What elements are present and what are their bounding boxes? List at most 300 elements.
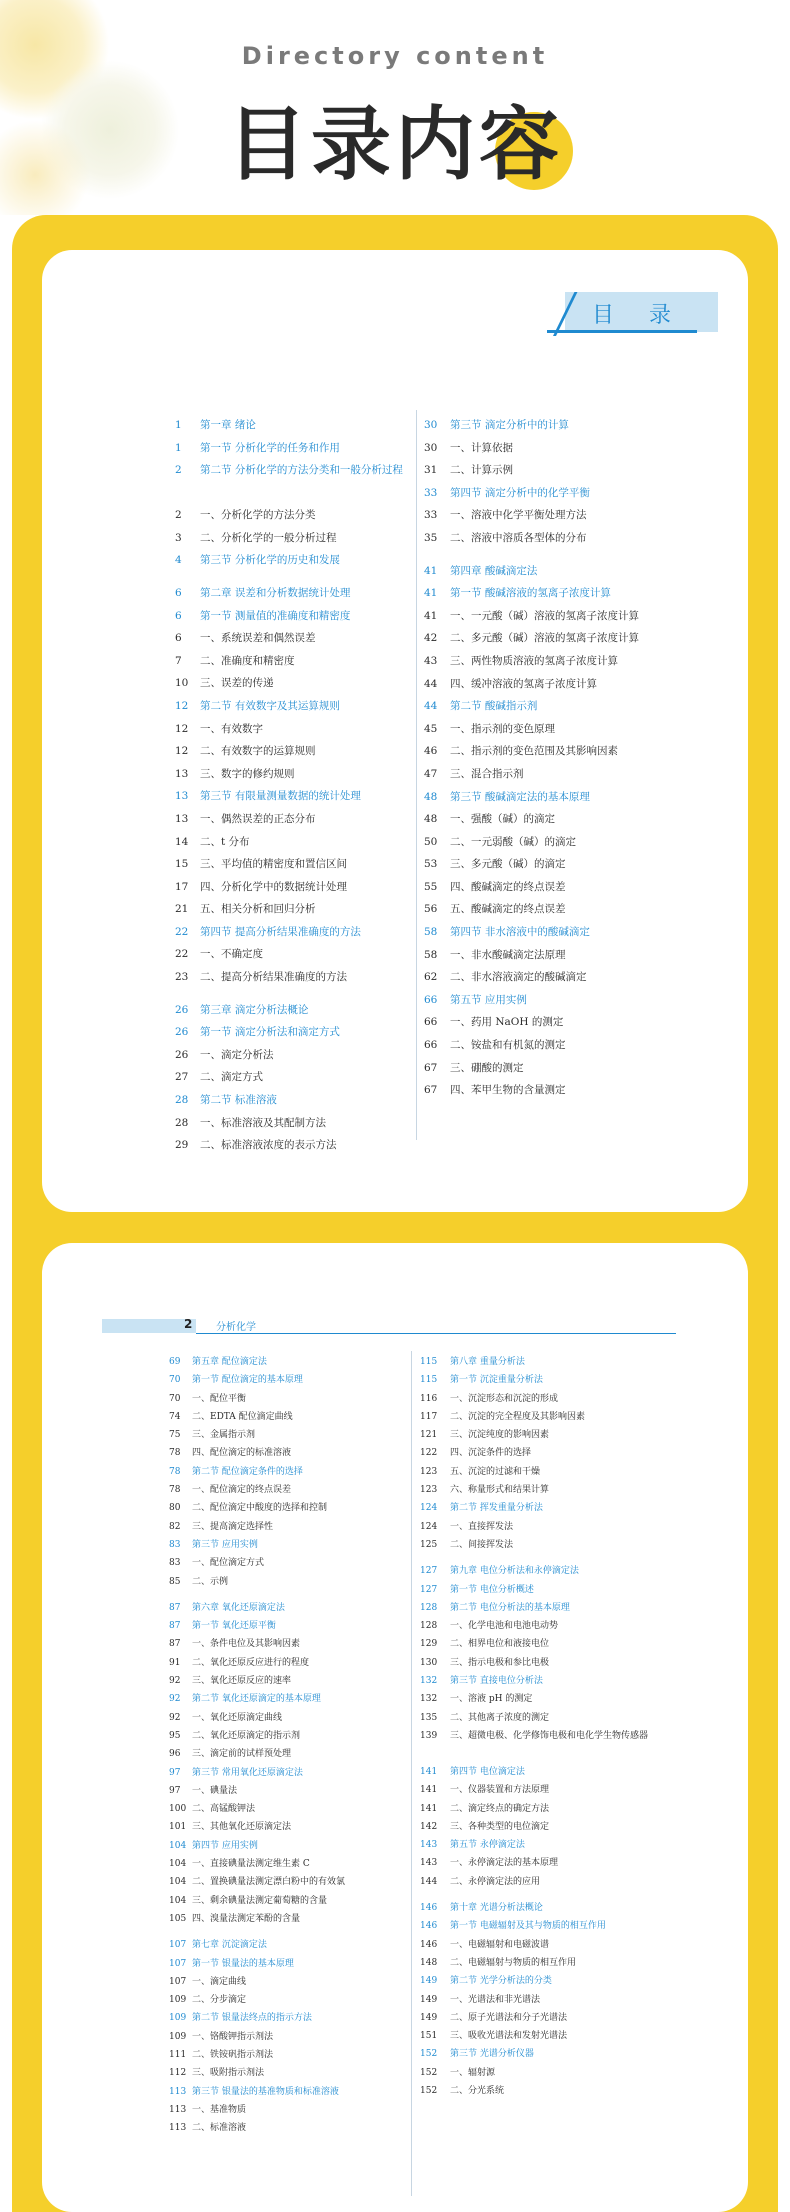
toc-entry-title: 一、偶然误差的正态分布 [200, 812, 316, 825]
toc-entry-title: 二、EDTA 配位滴定曲线 [192, 1411, 293, 1422]
toc-entry-title: 第二节 电位分析法的基本原理 [450, 1602, 570, 1613]
toc-page-number: 7 [175, 654, 182, 667]
toc-page-number: 28 [175, 1094, 189, 1107]
toc-page-number: 146 [420, 1939, 438, 1950]
toc-page-number: 130 [420, 1657, 438, 1668]
toc-entry [169, 1408, 405, 1426]
toc-entry-title: 一、光谱法和非光谱法 [450, 1994, 541, 2005]
toc-page-number: 152 [420, 2067, 438, 2078]
toc-entry [169, 1499, 405, 1517]
toc-page-number: 111 [169, 2049, 187, 2060]
toc-entry [424, 944, 694, 967]
toc-entry-title: 第二节 分析化学的方法分类和一般分析过程 [200, 464, 403, 477]
toc-page-number: 127 [420, 1566, 438, 1577]
toc-entry-title: 二、分析化学的一般分析过程 [200, 531, 337, 544]
toc-page-number: 92 [169, 1694, 181, 1705]
toc-entry-title: 四、酸碱滴定的终点误差 [450, 880, 566, 893]
toc-entry [175, 672, 410, 695]
toc-page-number: 26 [175, 1048, 189, 1061]
toc-page-number: 66 [424, 1039, 438, 1052]
toc-entry [424, 966, 694, 989]
toc-entry-title: 第二节 光学分析法的分类 [450, 1976, 552, 1987]
toc-page-number: 100 [169, 1804, 187, 1815]
toc-page-number: 148 [420, 1957, 438, 1968]
toc-entry-title: 二、氧化还原反应进行的程度 [192, 1657, 310, 1668]
toc-entry [424, 437, 694, 460]
toc-page-number: 41 [424, 564, 438, 577]
toc-entry [424, 831, 694, 854]
toc-entry-title: 一、碘量法 [192, 1785, 238, 1796]
toc-entry [169, 1727, 405, 1745]
toc-page-number: 92 [169, 1712, 181, 1723]
toc-page-number: 1 [175, 441, 182, 454]
toc-page-number: 85 [169, 1576, 181, 1587]
toc-entry-title: 二、非水溶液滴定的酸碱滴定 [450, 971, 587, 984]
toc-page-number: 113 [169, 2123, 187, 2134]
toc-entry-title: 第一节 电磁辐射及其与物质的相互作用 [450, 1921, 606, 1932]
toc-page-1 [42, 250, 748, 1212]
toc-page-number: 15 [175, 858, 189, 871]
toc-entry-title: 四、配位滴定的标准溶液 [192, 1448, 292, 1459]
toc-entry [169, 1873, 405, 1891]
toc-page-number: 152 [420, 2085, 438, 2096]
toc-page-number: 17 [175, 880, 189, 893]
toc-entry-title: 三、硼酸的测定 [450, 1061, 524, 1074]
toc-page-number: 62 [424, 971, 438, 984]
toc-entry [420, 1390, 670, 1408]
toc-page-number: 83 [169, 1558, 181, 1569]
toc-entry-title: 一、直接挥发法 [450, 1521, 514, 1532]
toc-page-number: 107 [169, 1958, 187, 1969]
toc-page-number: 10 [175, 677, 189, 690]
toc-entry-title: 二、其他离子浓度的测定 [450, 1712, 550, 1723]
toc-entry [420, 1581, 670, 1599]
toc-page-number: 12 [175, 699, 189, 712]
toc-entry-title: 二、沉淀的完全程度及其影响因素 [450, 1411, 586, 1422]
toc-entry [175, 876, 410, 899]
toc-entry-title: 二、多元酸（碱）溶液的氢离子浓度计算 [450, 632, 639, 645]
toc-entry [169, 1672, 405, 1690]
toc-entry-title: 二、指示剂的变色范围及其影响因素 [450, 745, 618, 758]
toc-entry-title: 第一章 绪论 [200, 419, 256, 431]
toc-entry [424, 898, 694, 921]
toc-entry-title: 第一节 酸碱溶液的氢离子浓度计算 [450, 587, 611, 600]
toc-entry-title: 一、沉淀形态和沉淀的形成 [450, 1393, 559, 1404]
toc-entry-title: 一、药用 NaOH 的测定 [450, 1016, 564, 1029]
toc-page-number: 6 [175, 609, 182, 622]
toc-entry-title: 二、滴定终点的确定方法 [450, 1803, 550, 1814]
toc-page-number: 122 [420, 1448, 438, 1459]
toc-entry [175, 740, 410, 763]
toc-entry-title: 一、标准溶液及其配制方法 [200, 1116, 326, 1129]
toc-entry-title: 第三节 直接电位分析法 [450, 1676, 543, 1687]
toc-entry-title: 第二节 标准溶液 [200, 1094, 277, 1107]
toc-entry-title: 一、配位滴定方式 [192, 1558, 265, 1569]
toc-page-number: 43 [424, 654, 438, 667]
toc-entry [175, 437, 410, 460]
toc-entry-title: 第八章 重量分析法 [450, 1357, 525, 1367]
toc-entry-title: 第一节 电位分析概述 [450, 1584, 534, 1595]
toc-entry [420, 1763, 670, 1781]
toc-entry-title: 三、误差的传递 [200, 677, 274, 690]
toc-page-number: 70 [169, 1393, 181, 1404]
toc-entry-title: 二、铁铵矾指示剂法 [192, 2049, 274, 2060]
toc-entry-title: 四、苯甲生物的含量测定 [450, 1084, 566, 1097]
toc-page-number: 132 [420, 1694, 438, 1705]
toc-page-number: 112 [169, 2068, 187, 2079]
toc-page-number: 30 [424, 419, 438, 431]
toc-entry [424, 695, 694, 718]
toc-page-number: 151 [420, 2031, 438, 2042]
toc-page-number: 141 [420, 1766, 438, 1777]
toc-entry [420, 1371, 670, 1389]
toc-entry-title: 第三节 银量法的基准物质和标准溶液 [192, 2086, 339, 2097]
toc-page-number: 121 [420, 1430, 438, 1441]
toc-entry-title: 四、溴量法测定苯酚的含量 [192, 1913, 301, 1924]
toc-page-number: 141 [420, 1803, 438, 1814]
toc-page-number: 144 [420, 1876, 438, 1887]
toc-page-number: 4 [175, 554, 182, 567]
toc-entry-title: 二、一元弱酸（碱）的滴定 [450, 835, 576, 848]
toc-page-number: 128 [420, 1621, 438, 1632]
toc-entry [420, 1836, 670, 1854]
toc-entry-title: 一、仪器装置和方法原理 [450, 1785, 550, 1796]
toc-page-number: 21 [175, 903, 189, 916]
toc-entry-title: 三、两性物质溶液的氢离子浓度计算 [450, 654, 618, 667]
toc-page-number: 123 [420, 1485, 438, 1496]
toc-entry-title: 三、金属指示剂 [192, 1430, 256, 1441]
toc-entry [420, 2027, 670, 2045]
toc-entry [175, 582, 410, 605]
toc-entry-title: 一、滴定曲线 [192, 1976, 247, 1987]
toc-page-number: 146 [420, 1903, 438, 1914]
toc-entry-title: 第一节 分析化学的任务和作用 [200, 441, 340, 454]
toc-entry [175, 549, 410, 572]
toc-entry-title: 三、混合指示剂 [450, 767, 524, 780]
toc-entry [169, 1910, 405, 1928]
toc-entry-title: 第五节 应用实例 [450, 993, 527, 1006]
toc-entry [424, 1011, 694, 1034]
toc-entry [420, 1972, 670, 1990]
toc-entry-title: 第四章 酸碱滴定法 [450, 564, 538, 577]
toc-entry-title: 二、示例 [192, 1576, 229, 1587]
toc-page-number: 29 [175, 1139, 189, 1152]
toc-page-number: 6 [175, 586, 182, 599]
toc-entry-title: 五、酸碱滴定的终点误差 [450, 903, 566, 916]
toc-entry-title: 二、t 分布 [200, 835, 250, 848]
toc-entry-title: 第九章 电位分析法和永停滴定法 [450, 1566, 579, 1577]
toc-entry [175, 1112, 410, 1135]
toc-entry-title: 一、条件电位及其影响因素 [192, 1639, 301, 1650]
toc-page-number: 128 [420, 1602, 438, 1613]
toc-page-number: 42 [424, 632, 438, 645]
toc-page-number: 35 [424, 531, 438, 544]
toc-entry [420, 1709, 670, 1727]
toc-entry-title: 第二节 有效数字及其运算规则 [200, 699, 340, 712]
toc-page-number: 2 [175, 509, 182, 522]
toc-entry [175, 650, 410, 673]
toc-entry [169, 1444, 405, 1462]
toc-page-number: 116 [420, 1393, 438, 1404]
toc-entry [169, 1481, 405, 1499]
toc-page-number: 143 [420, 1840, 438, 1851]
toc-entry-title: 二、永停滴定法的应用 [450, 1876, 541, 1887]
toc-page-number: 129 [420, 1639, 438, 1650]
toc-entry [175, 785, 410, 808]
toc-entry-title: 第四节 应用实例 [192, 1840, 258, 1851]
toc-entry [424, 605, 694, 628]
header-subtitle: Directory content [241, 42, 549, 70]
toc-page-number: 27 [175, 1071, 189, 1084]
toc-page-number: 31 [424, 464, 438, 477]
toc-entry-title: 二、滴定方式 [200, 1071, 263, 1084]
toc-entry [169, 1635, 405, 1653]
toc-page-number: 115 [420, 1357, 438, 1367]
toc-entry-title: 第六章 氧化还原滴定法 [192, 1602, 285, 1613]
toc-entry [420, 1499, 670, 1517]
toc-entry-title: 第二节 氧化还原滴定的基本原理 [192, 1694, 321, 1705]
toc-entry-title: 第四节 电位滴定法 [450, 1766, 525, 1777]
toc-entry [175, 718, 410, 741]
toc-entry-title: 第二章 误差和分析数据统计处理 [200, 586, 351, 599]
toc-page-number: 45 [424, 722, 438, 735]
toc-entry-title: 二、相界电位和液接电位 [450, 1639, 550, 1650]
toc-tab-label: 目 录 [592, 303, 685, 328]
toc-entry-title: 二、计算示例 [450, 464, 513, 477]
toc-page-number: 92 [169, 1676, 181, 1687]
toc-entry [169, 1426, 405, 1444]
toc-entry-title: 一、系统误差和偶然误差 [200, 632, 316, 645]
toc-entry [424, 989, 694, 1012]
toc-entry-title: 二、间接挥发法 [450, 1539, 514, 1550]
toc-tab [547, 292, 718, 332]
toc-page-number: 66 [424, 993, 438, 1006]
toc-page-number: 13 [175, 790, 189, 803]
toc-entry [169, 2119, 405, 2137]
toc-entry-title: 四、分析化学中的数据统计处理 [200, 880, 347, 893]
toc-page-number: 48 [424, 813, 438, 826]
toc-page-number: 22 [175, 925, 189, 938]
toc-entry [420, 1781, 670, 1799]
toc-entry-title: 三、多元酸（碱）的滴定 [450, 858, 566, 871]
toc-entry-title: 三、吸附指示剂法 [192, 2068, 265, 2079]
toc-page-number: 124 [420, 1503, 438, 1514]
toc-entry-title: 四、沉淀条件的选择 [450, 1448, 532, 1459]
toc-entry [420, 1444, 670, 1462]
toc-entry [169, 1353, 405, 1371]
toc-entry [420, 1800, 670, 1818]
toc-entry [424, 853, 694, 876]
toc-entry [175, 921, 410, 944]
toc-entry [169, 2083, 405, 2101]
toc-page-number: 104 [169, 1877, 187, 1888]
toc-entry-title: 第一节 沉淀重量分析法 [450, 1375, 543, 1386]
toc-page-number: 109 [169, 2031, 187, 2042]
toc-page-number: 127 [420, 1584, 438, 1595]
toc-page-number: 3 [175, 531, 182, 544]
toc-entry [424, 1057, 694, 1080]
toc-entry [420, 1518, 670, 1536]
toc-entry-title: 第一节 银量法的基本原理 [192, 1958, 294, 1969]
toc-entry-title: 二、准确度和精密度 [200, 654, 295, 667]
toc-entry [420, 1818, 670, 1836]
toc-entry-title: 三、滴定前的试样预处理 [192, 1749, 292, 1760]
toc-right-column [420, 1353, 670, 2100]
toc-entry [175, 853, 410, 876]
toc-page-number: 75 [169, 1430, 181, 1441]
toc-entry-title: 三、平均值的精密度和置信区间 [200, 858, 347, 871]
toc-entry [420, 2045, 670, 2063]
toc-page-number: 41 [424, 609, 438, 622]
toc-page-number: 74 [169, 1411, 181, 1422]
toc-entry-title: 三、剩余碘量法测定葡萄糖的含量 [192, 1895, 328, 1906]
toc-entry [424, 763, 694, 786]
toc-entry-title: 一、铬酸钾指示剂法 [192, 2031, 274, 2042]
toc-entry-title: 第二节 银量法终点的指示方法 [192, 2013, 312, 2024]
toc-entry [169, 1536, 405, 1554]
toc-page-number: 97 [169, 1785, 181, 1796]
toc-entry-title: 第三章 滴定分析法概论 [200, 1003, 309, 1016]
toc-entry-title: 二、原子光谱法和分子光谱法 [450, 2012, 568, 2023]
toc-entry [175, 763, 410, 786]
running-head-title: 分析化学 [216, 1322, 256, 1333]
toc-entry [420, 1463, 670, 1481]
toc-page-number: 12 [175, 745, 189, 758]
toc-entry [169, 2064, 405, 2082]
toc-page-number: 152 [420, 2049, 438, 2060]
toc-entry-title: 第二节 酸碱指示剂 [450, 700, 538, 713]
toc-page-number: 146 [420, 1921, 438, 1932]
toc-entry [169, 1463, 405, 1481]
page-number: 2 [184, 1317, 193, 1331]
toc-entry [175, 695, 410, 718]
toc-page-number: 46 [424, 745, 438, 758]
toc-entry [420, 2009, 670, 2027]
toc-entry-title: 六、称量形式和结果计算 [450, 1485, 550, 1496]
toc-page-number: 67 [424, 1061, 438, 1074]
toc-entry [420, 1562, 670, 1580]
toc-entry [420, 1353, 670, 1371]
toc-entry [175, 414, 410, 437]
toc-entry [424, 876, 694, 899]
toc-page-number: 105 [169, 1913, 187, 1924]
toc-entry-title: 一、强酸（碱）的滴定 [450, 813, 555, 826]
toc-page-number: 117 [420, 1411, 438, 1422]
toc-page-number: 123 [420, 1466, 438, 1477]
toc-page-number: 107 [169, 1976, 187, 1987]
toc-entry-title: 二、溶液中溶质各型体的分布 [450, 531, 587, 544]
toc-entry-title: 第三节 应用实例 [192, 1539, 258, 1550]
toc-entry-title: 五、相关分析和回归分析 [200, 903, 316, 916]
toc-page-number: 53 [424, 858, 438, 871]
toc-entry-title: 第四节 滴定分析中的化学平衡 [450, 486, 590, 499]
toc-entry [420, 1408, 670, 1426]
toc-entry-title: 一、配位平衡 [192, 1393, 247, 1404]
toc-entry [175, 999, 410, 1022]
toc-entry [175, 459, 410, 504]
toc-entry [424, 921, 694, 944]
toc-entry [169, 1837, 405, 1855]
toc-page-number: 50 [424, 835, 438, 848]
toc-entry-title: 一、辐射源 [450, 2067, 496, 2078]
toc-entry [175, 627, 410, 650]
toc-page-number: 125 [420, 1539, 438, 1550]
toc-entry [175, 898, 410, 921]
toc-entry-title: 一、配位滴定的终点误差 [192, 1485, 292, 1496]
toc-entry-title: 二、标准溶液浓度的表示方法 [200, 1139, 337, 1152]
toc-entry-title: 一、不确定度 [200, 948, 263, 961]
toc-entry [424, 650, 694, 673]
toc-entry-title: 二、配位滴定中酸度的选择和控制 [192, 1503, 328, 1514]
toc-page-number: 69 [169, 1357, 181, 1367]
toc-entry-title: 二、分光系统 [450, 2085, 505, 2096]
toc-entry [424, 582, 694, 605]
toc-entry [424, 786, 694, 809]
toc-entry [169, 1518, 405, 1536]
toc-entry [169, 1745, 405, 1763]
toc-entry [424, 459, 694, 482]
toc-entry-title: 二、氧化还原滴定的指示剂 [192, 1730, 301, 1741]
toc-page-number: 149 [420, 1994, 438, 2005]
toc-entry [169, 2046, 405, 2064]
toc-entry [420, 2064, 670, 2082]
toc-entry-title: 一、溶液 pH 的测定 [450, 1694, 533, 1705]
toc-entry [420, 1426, 670, 1444]
toc-page-number: 135 [420, 1712, 438, 1723]
toc-page-number: 83 [169, 1539, 181, 1550]
toc-page-number: 55 [424, 880, 438, 893]
toc-entry [175, 527, 410, 550]
toc-page-number: 97 [169, 1767, 181, 1778]
toc-page-number: 26 [175, 1003, 189, 1016]
toc-entry-title: 一、直接碘量法测定维生素 C [192, 1859, 310, 1870]
toc-entry [424, 673, 694, 696]
toc-entry-title: 第四节 提高分析结果准确度的方法 [200, 925, 361, 938]
toc-page-number: 109 [169, 2013, 187, 2024]
toc-entry-title: 二、提高分析结果准确度的方法 [200, 971, 347, 984]
toc-entry-title: 二、标准溶液 [192, 2123, 247, 2134]
toc-entry [169, 1599, 405, 1617]
toc-entry [169, 1936, 405, 1954]
toc-page-number: 58 [424, 948, 438, 961]
toc-page-number: 139 [420, 1730, 438, 1741]
toc-page-number: 96 [169, 1749, 181, 1760]
toc-entry-title: 第五节 永停滴定法 [450, 1840, 525, 1851]
toc-page-number: 78 [169, 1485, 181, 1496]
header-title: 目录内容 [227, 98, 563, 191]
toc-page-number: 13 [175, 812, 189, 825]
toc-entry [175, 808, 410, 831]
toc-entry [424, 627, 694, 650]
toc-entry-title: 一、基准物质 [192, 2104, 247, 2115]
toc-entry-title: 二、电磁辐射与物质的相互作用 [450, 1957, 577, 1968]
toc-page-number: 113 [169, 2104, 187, 2115]
toc-page-number: 113 [169, 2086, 187, 2097]
toc-page-number: 13 [175, 767, 189, 780]
toc-entry [175, 504, 410, 527]
toc-entry [420, 1727, 670, 1763]
toc-entry [175, 1134, 410, 1157]
toc-entry [175, 1066, 410, 1089]
toc-entry [420, 1917, 670, 1935]
toc-page-number: 33 [424, 509, 438, 522]
toc-entry [169, 1617, 405, 1635]
toc-entry-title: 一、溶液中化学平衡处理方法 [450, 509, 587, 522]
toc-entry [424, 414, 694, 437]
toc-page-number: 41 [424, 587, 438, 600]
toc-entry [424, 1079, 694, 1102]
toc-entry [420, 1690, 670, 1708]
